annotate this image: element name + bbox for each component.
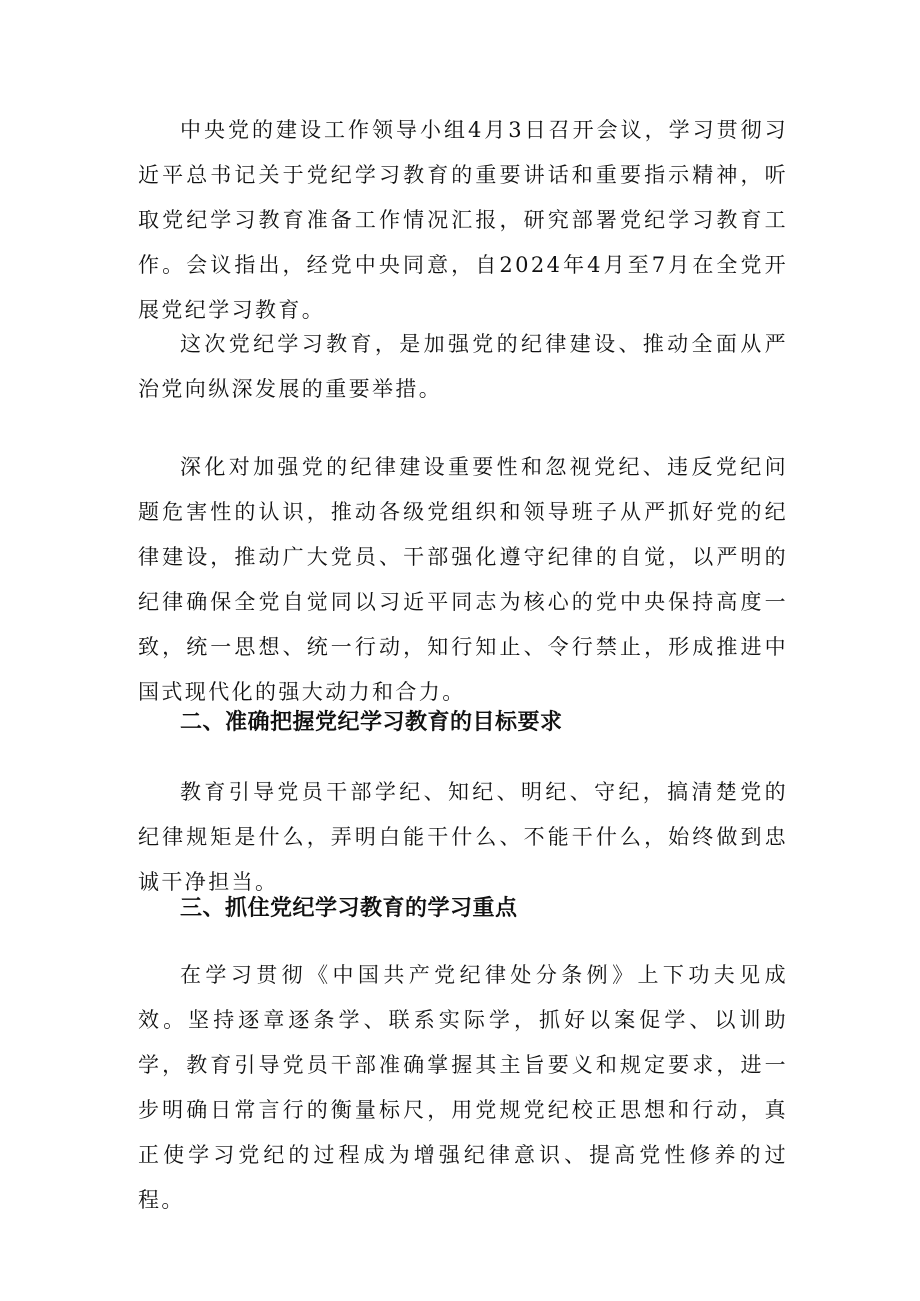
section-heading-goals: 二、准确把握党纪学习教育的目标要求: [180, 710, 563, 735]
body-paragraph-significance: 这次党纪学习教育，是加强党的纪律建设、推动全面从严治党向纵深发展的重要举措。: [138, 332, 788, 401]
body-paragraph-goals: 教育引导党员干部学纪、知纪、明纪、守纪，搞清楚党的纪律规矩是什么，弄明白能干什么、不能干什么，始终做到忠诚干净担当。: [138, 780, 788, 894]
section-heading-focus: 三、抓住党纪学习教育的学习重点: [180, 896, 518, 921]
body-paragraph-purpose: 深化对加强党的纪律建设重要性和忽视党纪、违反党纪问题危害性的认识，推动各级党组织和领导班子从严抓好党的纪律建设，推动广大党员、干部强化遵守纪律的自觉，以严明的纪律确保全党自觉同以习近平同志为核心的党中央保持高度一致，统一思想、统一行动，知行知止、令行禁止，形成推进中国式现代化的强大动力和合力。: [138, 455, 788, 704]
body-paragraph-focus: 在学习贯彻《中国共产党纪律处分条例》上下功夫见成效。坚持逐章逐条学、联系实际学，抓好以案促学、以训助学，教育引导党员干部准确掌握其主旨要义和规定要求，进一步明确日常言行的衡量标尺，用党规党纪校正思想和行动，真正使学习党纪的过程成为增强纪律意识、提高党性修养的过程。: [138, 963, 788, 1212]
body-paragraph-meeting: 中央党的建设工作领导小组4月3日召开会议，学习贯彻习近平总书记关于党纪学习教育的重要讲话和重要指示精神，听取党纪学习教育准备工作情况汇报，研究部署党纪学习教育工作。会议指出，经党中央同意，自2024年4月至7月在全党开展党纪学习教育。: [138, 118, 788, 322]
